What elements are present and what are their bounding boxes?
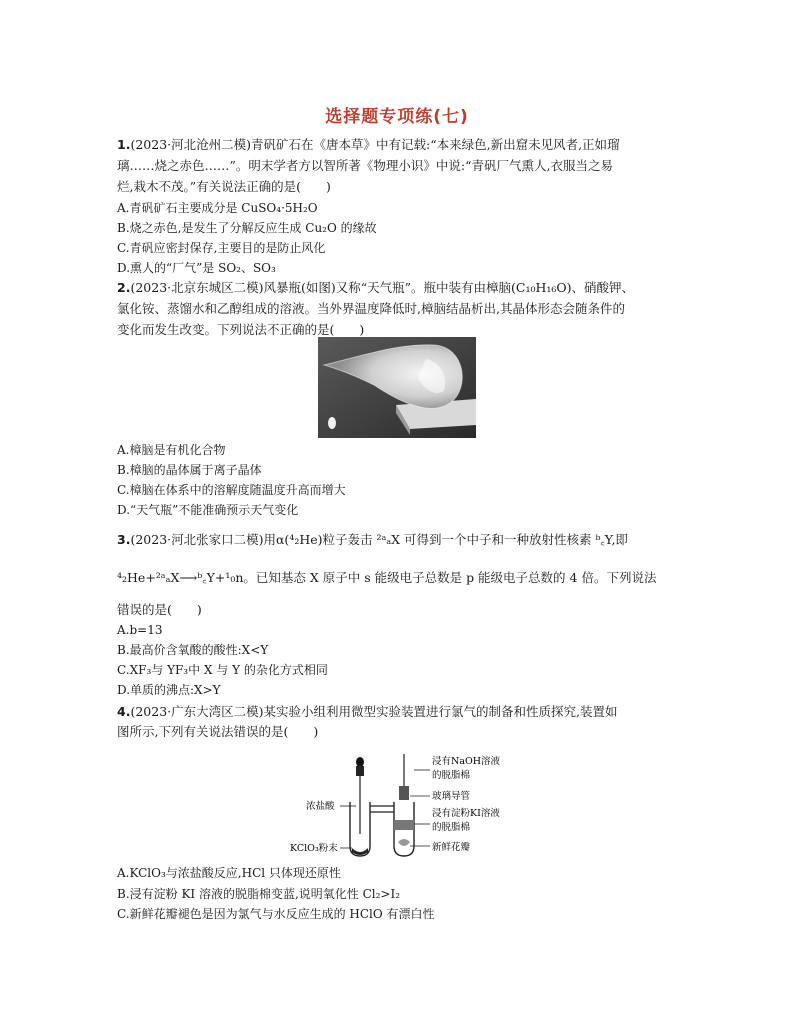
q3-option-a: A.b=13 (117, 623, 163, 637)
q1-option-c: C.青矾应密封保存,主要目的是防止风化 (117, 241, 326, 255)
q2-number: 2. (117, 280, 131, 295)
q3-option-b: B.最高价含氧酸的酸性:X<Y (117, 643, 269, 657)
label-kclo3: KClO₃粉末 (290, 843, 338, 854)
q2-line-2: 氯化铵、蒸馏水和乙醇组成的溶液。当外界温度降低时,樟脑结晶析出,其晶体形态会随条件的 (117, 301, 625, 316)
q3-line-1 (117, 531, 682, 549)
apparatus-diagram (290, 750, 530, 862)
q2-line-3: 变化而发生改变。下列说法不正确的是( ) (117, 322, 365, 337)
label-naoh-2: 的脱脂棉 (432, 770, 471, 781)
q1-option-d: D.熏人的“厂气”是 SO₂、SO₃ (117, 261, 276, 275)
q1-option-a: A.青矾矿石主要成分是 CuSO₄·5H₂O (117, 201, 318, 215)
q3-text-1: (2023·河北张家口二模)用α(⁴₂He)粒子轰击 ²ᵃₐX 可得到一个中子和一种放射性核素 ᵇ꜀Y,即 (130, 532, 628, 547)
q4-option-c: C.新鲜花瓣褪色是因为氯气与水反应生成的 HClO 有漂白性 (117, 907, 435, 921)
q3-number: 3. (117, 532, 131, 547)
q4-option-b: B.浸有淀粉 KI 溶液的脱脂棉变蓝,说明氧化性 Cl₂>I₂ (117, 887, 401, 901)
q1-number: 1. (117, 137, 131, 152)
label-naoh-1: 浸有NaOH溶液 (432, 756, 501, 767)
q1-text-1: (2023·河北沧州二模)青矾矿石在《唐本草》中有记载:“本来绿色,新出窟未见风者,正如瑠 (130, 137, 620, 152)
label-glass-tube: 玻璃导管 (432, 791, 471, 802)
q2-option-b: B.樟脑的晶体属于离子晶体 (117, 463, 262, 477)
q3-line-3: 错误的是( ) (117, 602, 202, 617)
q2-line-1 (117, 279, 682, 297)
q1-option-b: B.烧之赤色,是发生了分解反应生成 Cu₂O 的缘故 (117, 221, 377, 235)
q3-option-d: D.单质的沸点:X>Y (117, 683, 221, 697)
q4-number: 4. (117, 704, 131, 719)
q1-line-1 (117, 136, 682, 154)
page-title: 选择题专项练(七) (325, 107, 469, 127)
storm-glass-photo (318, 337, 476, 438)
q2-option-c: C.樟脑在体系中的溶解度随温度升高而增大 (117, 483, 346, 497)
label-ki-2: 的脱脂棉 (432, 822, 471, 833)
q4-line-2: 图所示,下列有关说法错误的是( ) (117, 724, 319, 739)
q2-option-a: A.樟脑是有机化合物 (117, 443, 226, 457)
q2-option-d: D.“天气瓶”不能准确预示天气变化 (117, 503, 299, 517)
q1-line-3: 烂,栽木不茂。”有关说法正确的是( ) (117, 179, 331, 194)
label-ki-1: 浸有淀粉KI溶液 (432, 808, 500, 819)
q4-text-1: (2023·广东大湾区二模)某实验小组利用微型实验装置进行氯气的制备和性质探究,装置如 (130, 704, 618, 719)
q3-line-2: ⁴₂He+²ᵃₐX⟶ᵇ꜀Y+¹₀n。已知基态 X 原子中 s 能级电子总数是 p 能级电子总数的 4 倍。下列说法 (117, 570, 657, 585)
q4-option-a: A.KClO₃与浓盐酸反应,HCl 只体现还原性 (117, 866, 341, 880)
q4-line-1 (117, 703, 682, 721)
label-hcl: 浓盐酸 (306, 801, 335, 812)
q3-option-c: C.XF₃与 YF₃中 X 与 Y 的杂化方式相同 (117, 663, 328, 677)
q1-line-2: 璃……烧之赤色……”。明末学者方以智所著《物理小识》中说:“青矾厂气熏人,衣服当之易 (117, 158, 613, 173)
label-petal: 新鲜花瓣 (432, 842, 471, 853)
q2-text-1: (2023·北京东城区二模)风暴瓶(如图)又称“天气瓶”。瓶中装有由樟脑(C₁₀H₁₆O)、硝酸钾、 (130, 280, 635, 295)
